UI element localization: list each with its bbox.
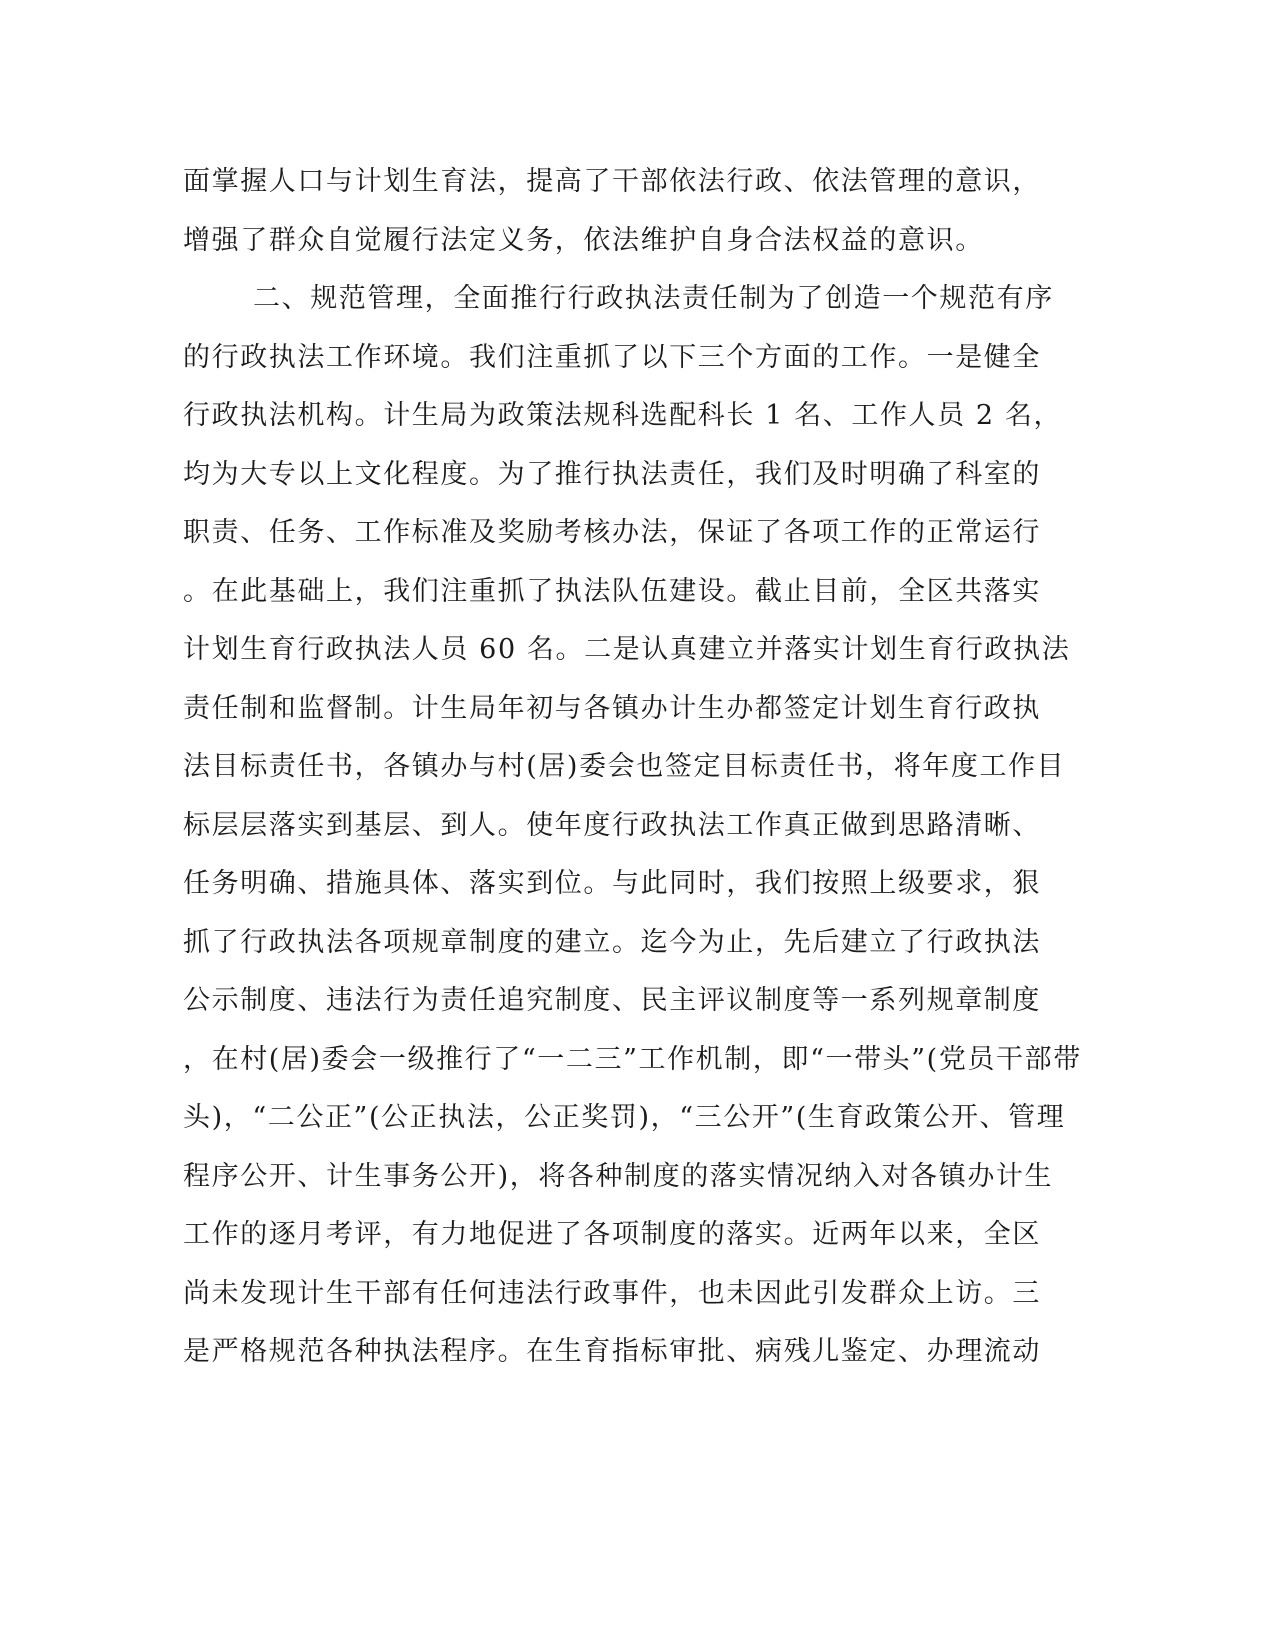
text-line: 。在此基础上，我们注重抓了执法队伍建设。截止目前，全区共落实	[183, 575, 1041, 607]
text-line: 程序公开、计生事务公开)，将各种制度的落实情况纳入对各镇办计生	[183, 1160, 1054, 1192]
text-line: 是严格规范各种执法程序。在生育指标审批、病残儿鉴定、办理流动	[183, 1336, 1041, 1367]
text-line: 工作的逐月考评，有力地促进了各项制度的落实。近两年以来，全区	[183, 1219, 1041, 1250]
text-line: 职责、任务、工作标准及奖励考核办法，保证了各项工作的正常运行	[183, 517, 1041, 548]
text-line: 抓了行政执法各项规章制度的建立。迄今为止，先后建立了行政执法	[183, 926, 1041, 958]
text-line: 计划生育行政执法人员 60 名。二是认真建立并落实计划生育行政执法	[183, 634, 1071, 665]
body-text	[183, 158, 1082, 1387]
text-line: 任务明确、措施具体、落实到位。与此同时，我们按照上级要求，狠	[183, 868, 1041, 899]
paragraph-start-line: 二、规范管理，全面推行行政执法责任制为了创造一个规范有序	[253, 283, 1054, 314]
text-line: 的行政执法工作环境。我们注重抓了以下三个方面的工作。一是健全	[183, 341, 1041, 373]
text-line: 法目标责任书，各镇办与村(居)委会也签定目标责任书，将年度工作目	[183, 751, 1066, 782]
text-line: ，在村(居)委会一级推行了“一二三”工作机制，即“一带头”(党员干部带	[183, 1043, 1082, 1075]
text-line: 面掌握人口与计划生育法，提高了干部依法行政、依法管理的意识，	[183, 166, 1041, 197]
text-line: 均为大专以上文化程度。为了推行执法责任，我们及时明确了科室的	[183, 458, 1041, 490]
text-line: 标层层落实到基层、到人。使年度行政执法工作真正做到思路清晰、	[183, 809, 1041, 841]
text-line: 责任制和监督制。计生局年初与各镇办计生办都签定计划生育行政执	[183, 692, 1041, 724]
text-line: 公示制度、违法行为责任追究制度、民主评议制度等一系列规章制度	[183, 985, 1041, 1016]
text-line: 头)，“二公正”(公正执法，公正奖罚)，“三公开”(生育政策公开、管理	[183, 1102, 1066, 1133]
text-line: 增强了群众自觉履行法定义务，依法维护自身合法权益的意识。	[183, 224, 984, 256]
text-line: 尚未发现计生干部有任何违法行政事件，也未因此引发群众上访。三	[183, 1277, 1041, 1309]
text-line: 行政执法机构。计生局为政策法规科选配科长 1 名、工作人员 2 名，	[183, 400, 1063, 431]
